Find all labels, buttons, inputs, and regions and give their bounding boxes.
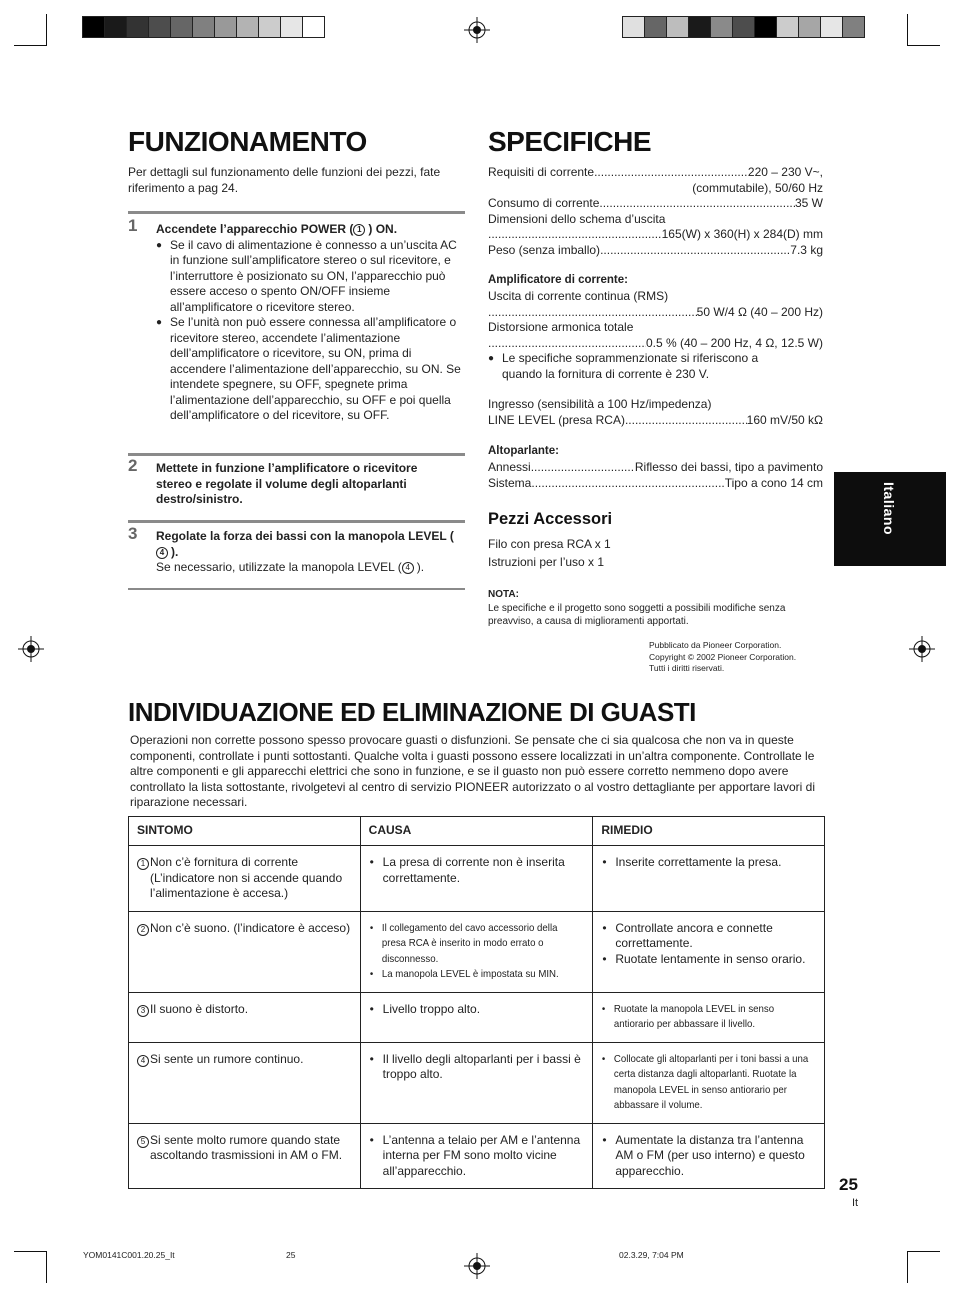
cause-cell — [360, 1123, 593, 1189]
symptom-text: Si sente molto rumore quando state ascoltando trasmissioni in AM o FM. — [150, 1132, 343, 1162]
spec-label: Dimensioni dello schema d’uscita — [488, 211, 666, 226]
symptom-cell — [129, 1042, 361, 1123]
input-label: Ingresso (sensibilità a 100 Hz/impedenza) — [488, 397, 712, 411]
spec-value: Tipo a cono 14 cm — [724, 475, 823, 490]
symptom-text: Non c’è suono. (l’indicatore è acceso) — [150, 920, 351, 935]
symptom-number: 2 — [137, 924, 149, 936]
section-divider — [128, 520, 465, 523]
amp-heading: Amplificatore di corrente: — [488, 274, 628, 286]
table-row — [129, 992, 825, 1042]
dot-leader — [488, 336, 646, 352]
step-1-heading-end: ) ON. — [368, 222, 398, 236]
language-tab — [834, 472, 946, 566]
spec-label: Uscita di corrente continua (RMS) — [488, 289, 669, 303]
cause-item: • Il collegamento del cavo accessorio della presa RCA è inserito in modo errato o disconnesso. — [369, 921, 583, 968]
symptom-number: 3 — [137, 1005, 149, 1017]
spec-row — [488, 165, 823, 181]
color-swatch — [689, 17, 711, 37]
table-header-row — [129, 817, 825, 846]
color-swatch — [777, 17, 799, 37]
spec-value: 50 W/4 Ω (40 – 200 Hz) — [696, 304, 823, 319]
publisher-line: Pubblicato da Pioneer Corporation. — [649, 640, 782, 650]
publisher-line: Copyright © 2002 Pioneer Corporation. — [649, 651, 797, 662]
spec-row — [488, 460, 823, 476]
step-1-heading-text: Accendete l’apparecchio POWER ( — [156, 222, 354, 236]
symptom-cell — [129, 846, 361, 912]
dot-leader — [594, 165, 748, 181]
color-swatch — [127, 17, 149, 37]
dot-leader — [488, 305, 697, 321]
language-tab-label: Italiano — [881, 482, 897, 536]
accessories-title: Pezzi Accessori — [488, 510, 613, 528]
step-number: 2 — [128, 456, 138, 475]
troubleshooting-table — [128, 816, 825, 1189]
color-bar-left — [82, 16, 325, 38]
crop-mark — [46, 14, 47, 46]
column-header: RIMEDIO — [593, 817, 825, 846]
spec-label: Distorsione armonica totale — [488, 320, 634, 334]
symptom-text: Non c’è fornitura di corrente (L’indicatore non si accende quando l’alimentazione è accesa.) — [150, 855, 343, 900]
step-1-bullet: ● Se il cavo di alimentazione è connesso a un’uscita AC in funzione sull’amplificatore stereo o sul ricevitore, e l’interruttore è posizionato su ON, l’apparecchio può essere acceso o spento ON/OFF insieme all’amplificatore o ricevitore stereo. — [156, 238, 464, 316]
crop-mark — [46, 1251, 47, 1283]
spec-label: Annessi — [488, 460, 531, 474]
dot-leader — [599, 196, 795, 212]
remedy-cell — [593, 911, 825, 992]
step-3 — [156, 529, 456, 576]
remedy-cell — [593, 992, 825, 1042]
crop-mark — [14, 1251, 46, 1252]
color-swatch — [171, 17, 193, 37]
publisher-info — [649, 640, 829, 675]
remedy-item: • Inserite correttamente la presa. — [601, 855, 816, 871]
color-swatch — [711, 17, 733, 37]
dot-leader — [625, 413, 747, 429]
cause-cell — [360, 1042, 593, 1123]
publisher-line: Tutti i diritti riservati. — [649, 663, 725, 673]
remedy-item: • Controllate ancora e connette correttamente. — [601, 921, 816, 952]
spec-row — [488, 413, 823, 429]
amp-note — [488, 351, 788, 382]
color-swatch — [623, 17, 645, 37]
step-3-note — [156, 560, 456, 576]
power-button-ref: 1 — [353, 224, 365, 236]
symptom-cell — [129, 992, 361, 1042]
spec-row — [488, 227, 823, 243]
crop-mark — [908, 45, 940, 46]
color-swatch — [645, 17, 667, 37]
cause-item: • La manopola LEVEL è impostata su MIN. — [369, 967, 583, 983]
spec-amp — [488, 289, 823, 351]
accessory-item: Filo con presa RCA x 1 — [488, 537, 611, 551]
section-divider — [128, 588, 465, 590]
troubleshooting-title: INDIVIDUAZIONE ED ELIMINAZIONE DI GUASTI — [128, 697, 696, 727]
spec-row — [488, 243, 823, 259]
funzionamento-title: FUNZIONAMENTO — [128, 126, 367, 157]
color-swatch — [755, 17, 777, 37]
remedy-item: • Ruotate lentamente in senso orario. — [601, 952, 816, 968]
spec-row — [488, 181, 823, 197]
symptom-cell — [129, 911, 361, 992]
cause-item: • L’antenna a telaio per AM e l’antenna interna per FM sono molto vicine all’apparecchio. — [369, 1133, 585, 1180]
column-header: SINTOMO — [129, 817, 361, 846]
crop-mark — [908, 1251, 940, 1252]
remedy-cell — [593, 1123, 825, 1189]
color-swatch — [799, 17, 821, 37]
note-heading: NOTA: — [488, 589, 519, 600]
crop-mark — [907, 14, 908, 46]
accessory-item: Istruzioni per l’uso x 1 — [488, 554, 605, 569]
step-1-bullet: ● Se l’unità non può essere connessa all’amplificatore o ricevitore stereo, accendete l’alimentazione dell’amplificatore o ricevitore, su ON, prima di accendere l’alimentazione dell’apparecchio, su ON. Se intendete spegnere, su OFF, spegnete prima l’alimentazione dell’apparecchio, su OFF e poi quella dell’amplificatore o del ricevitore, su OFF. — [156, 315, 464, 424]
amp-note-bullet: ● Le specifiche soprammenzionate si riferiscono a quando la fornitura di corrente è 230 V. — [488, 351, 788, 382]
color-swatch — [149, 17, 171, 37]
spec-value: (commutabile), 50/60 Hz — [692, 180, 823, 195]
symptom-number: 4 — [137, 1055, 149, 1067]
step-3-note-end: ). — [416, 560, 425, 574]
spec-value: 165(W) x 360(H) x 284(D) mm — [661, 227, 823, 241]
table-row — [129, 1042, 825, 1123]
spec-label: Peso (senza imballo) — [488, 242, 601, 257]
remedy-item: • Ruotate la manopola LEVEL in senso antiorario per abbassare il livello. — [601, 1002, 814, 1033]
step-3-note-text: Se necessario, utilizzate la manopola LEVEL ( — [156, 560, 402, 574]
symptom-cell — [129, 1123, 361, 1189]
step-1 — [156, 222, 464, 424]
remedy-cell — [593, 846, 825, 912]
note-text: Le specifiche e il progetto sono soggetti a possibili modifiche senza preavviso, a causa di miglioramenti apportati. — [488, 603, 786, 627]
color-swatch — [105, 17, 127, 37]
accessories-list — [488, 537, 818, 570]
symptom-number: 5 — [137, 1136, 149, 1148]
spec-row — [488, 476, 823, 492]
symptom-number: 1 — [137, 858, 149, 870]
color-swatch — [667, 17, 689, 37]
cause-cell — [360, 992, 593, 1042]
spec-value: 160 mV/50 kΩ — [746, 413, 823, 427]
footer-file: YOM0141C001.20.25_It — [83, 1250, 175, 1260]
table-row — [129, 1123, 825, 1189]
color-swatch — [843, 17, 864, 37]
color-swatch — [215, 17, 237, 37]
color-swatch — [83, 17, 105, 37]
dot-leader — [600, 243, 790, 259]
dot-leader — [531, 460, 635, 476]
specifiche-title: SPECIFICHE — [488, 126, 652, 157]
spec-row — [488, 320, 823, 336]
step-number: 3 — [128, 524, 138, 543]
spec-label: Sistema — [488, 475, 532, 490]
color-swatch — [259, 17, 281, 37]
spec-value: 35 W — [794, 196, 823, 210]
color-swatch — [281, 17, 303, 37]
remedy-item: • Collocate gli altoparlanti per i toni bassi a una certa distanza dagli altoparlanti. Ruotate la manopola LEVEL in senso antiorario per abbassare il volume. — [601, 1052, 814, 1114]
section-divider — [128, 453, 465, 456]
color-swatch — [821, 17, 843, 37]
spec-row — [488, 336, 823, 352]
cause-item: • La presa di corrente non è inserita correttamente. — [369, 855, 585, 886]
spec-value: 220 – 230 V~, — [747, 165, 823, 179]
dot-leader — [531, 476, 724, 492]
cause-item: • Il livello degli altoparlanti per i bassi è troppo alto. — [369, 1052, 585, 1083]
color-swatch — [303, 17, 324, 37]
level-knob-ref: 4 — [156, 547, 168, 559]
funzionamento-intro: Per dettagli sul funzionamento delle funzioni dei pezzi, fate riferimento a pag 24. — [128, 165, 441, 195]
column-header: CAUSA — [360, 817, 593, 846]
registration-mark-icon — [464, 17, 490, 43]
footer-page: 25 — [286, 1250, 296, 1260]
spec-row — [488, 289, 823, 305]
color-bar-right — [622, 16, 865, 38]
cause-cell — [360, 911, 593, 992]
spec-row — [488, 305, 823, 321]
step-2-heading: Mettete in funzione l’amplificatore o ricevitore stereo e regolate il volume degli altoparlanti destro/sinistro. — [156, 461, 418, 506]
color-swatch — [733, 17, 755, 37]
section-divider — [128, 211, 465, 214]
remedy-cell — [593, 1042, 825, 1123]
spec-value: 0.5 % (40 – 200 Hz, 4 Ω, 12.5 W) — [645, 335, 823, 350]
step-3-heading — [156, 529, 456, 560]
crop-mark — [14, 45, 46, 46]
table-row — [129, 846, 825, 912]
spec-value: Riflesso dei bassi, tipo a pavimento — [634, 460, 823, 474]
spec-general — [488, 165, 823, 258]
spec-label: Requisiti di corrente — [488, 165, 595, 179]
page-number: 25 — [839, 1175, 858, 1194]
page-language-code: It — [852, 1197, 859, 1209]
spec-row — [488, 212, 823, 228]
step-3-heading-text: Regolate la forza dei bassi con la manopola LEVEL ( — [156, 529, 454, 543]
spec-label: Consumo di corrente — [488, 196, 600, 210]
cause-cell — [360, 846, 593, 912]
troubleshooting-intro: Operazioni non corrette possono spesso provocare guasti o disfunzioni. Se pensate che ci sia qualcosa che non va in queste componenti, controllate i punti sottostanti. Qualche volta i guasti possono essere localizzati in un’altra componente. Controllate le altre componenti e gli apparecchi elettrici che sono in funzione, e se il guasto non può essere corretto nemmeno dopo avere controllato la lista sottostante, rivolgetevi al centro di servizio PIONEER autorizzato o al vostro dettagliante per apportare lavori di riparazione necessari. — [130, 733, 816, 809]
dot-leader — [488, 227, 662, 243]
level-knob-ref: 4 — [402, 562, 414, 574]
step-3-heading-end: ). — [171, 544, 179, 559]
registration-mark-icon — [464, 1253, 490, 1279]
spec-speaker — [488, 460, 823, 491]
speaker-heading: Altoparlante: — [488, 445, 559, 457]
input-spec — [488, 413, 823, 429]
footer-date: 02.3.29, 7:04 PM — [619, 1250, 684, 1260]
step-1-heading — [156, 222, 464, 238]
registration-mark-icon — [909, 636, 935, 662]
registration-mark-icon — [18, 636, 44, 662]
color-swatch — [193, 17, 215, 37]
step-number: 1 — [128, 216, 138, 235]
cause-item: • Livello troppo alto. — [369, 1002, 585, 1018]
color-swatch — [237, 17, 259, 37]
spec-value: 7.3 kg — [790, 242, 823, 257]
symptom-text: Si sente un rumore continuo. — [150, 1051, 304, 1066]
crop-mark — [907, 1251, 908, 1283]
table-row — [129, 911, 825, 992]
remedy-item: • Aumentate la distanza tra l’antenna AM o FM (per uso interno) e questo apparecchio. — [601, 1133, 816, 1180]
symptom-text: Il suono è distorto. — [150, 1001, 249, 1016]
spec-row — [488, 196, 823, 212]
spec-label: LINE LEVEL (presa RCA) — [488, 413, 625, 427]
